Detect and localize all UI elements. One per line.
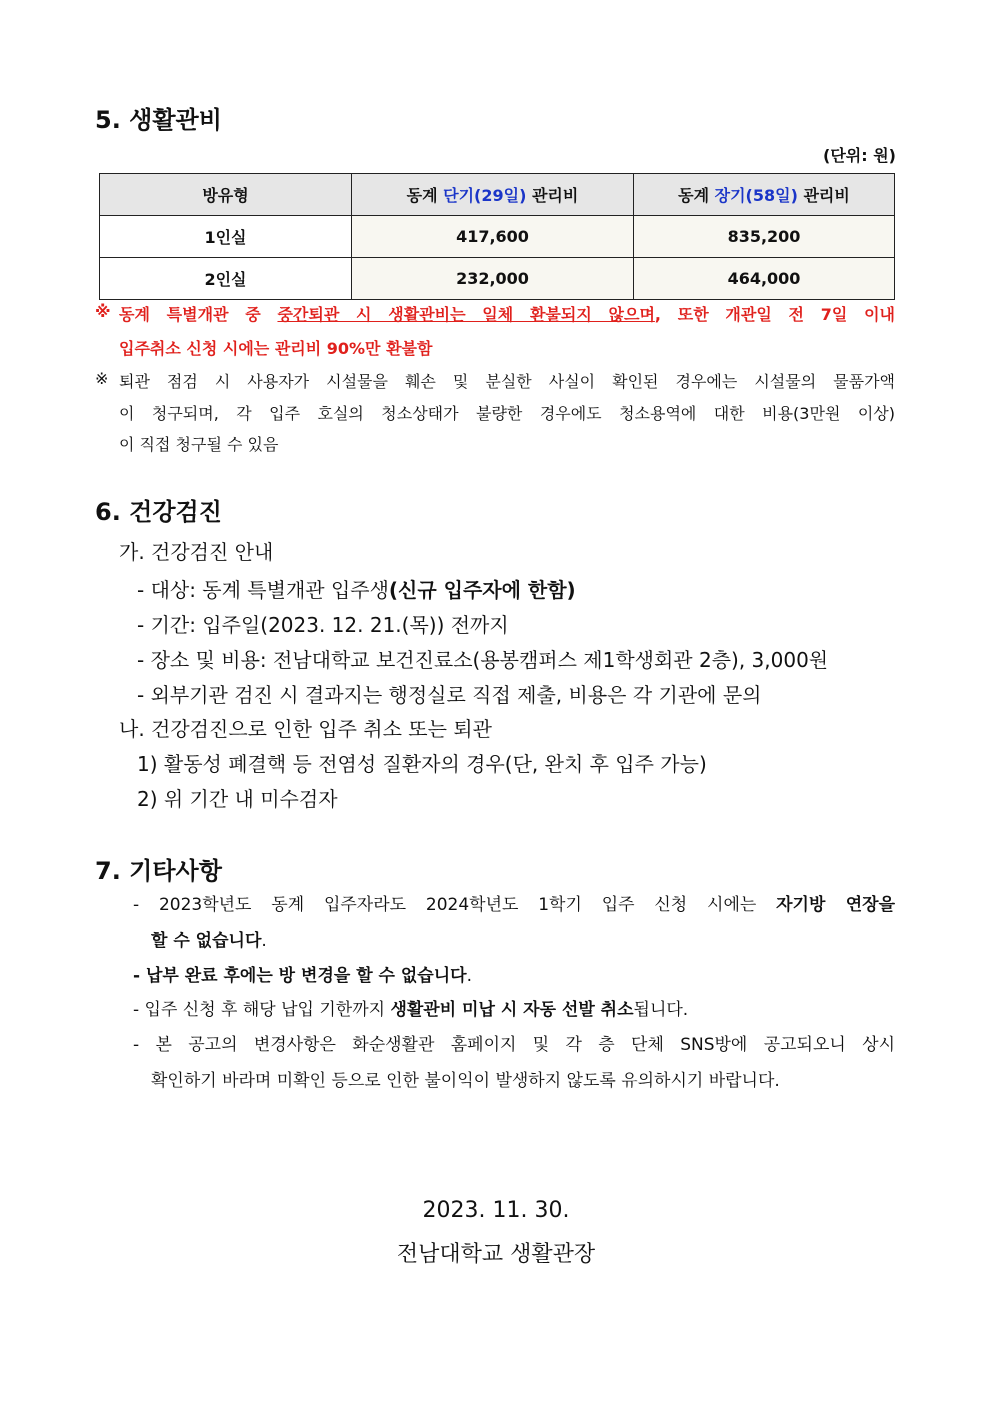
health-check-place: - 장소 및 비용: 전남대학교 보건진료소(용봉캠퍼스 제1학생회관 2층), 3,000원 (137, 648, 829, 672)
note1-line1: 동계 특별개관 중 중간퇴관 시 생활관비는 일체 환불되지 않으며, 또한 개관일 전 7일 이내 (119, 305, 895, 324)
table-row (100, 258, 895, 300)
note2-line2: 이 청구되며, 각 입주 호실의 청소상태가 불량한 경우에도 청소용역에 대한 비용(3만원 이상) (119, 404, 895, 423)
footer-org: 전남대학교 생활관장 (396, 1242, 596, 1267)
note1-mark: ※ (95, 302, 111, 321)
footer-date: 2023. 11. 30. (422, 1198, 570, 1223)
note2-line3: 이 직접 청구될 수 있음 (119, 435, 279, 454)
other-item-4-line1: - 본 공고의 변경사항은 화순생활관 홈페이지 및 각 층 단체 SNS방에 공고되오니 상시 (133, 1035, 895, 1055)
note2-line1: 퇴관 점검 시 사용자가 시설물을 훼손 및 분실한 사실이 확인된 경우에는 시설물의 물품가액 (119, 372, 895, 391)
fee-table-header (100, 174, 895, 216)
note2-mark: ※ (95, 369, 109, 388)
cancel-reason-2: 2) 위 기간 내 미수검자 (137, 787, 338, 811)
long-fee-cell: 464,000 (634, 258, 895, 300)
note1-line2: 입주취소 신청 시에는 관리비 90%만 환불함 (119, 339, 433, 358)
other-item-3: - 입주 신청 후 해당 납입 기한까지 생활관비 미납 시 자동 선발 취소됩니다. (133, 1000, 689, 1020)
section-6-title: 6. 건강검진 (95, 498, 222, 526)
header-long-term: 동계 장기(58일) 관리비 (634, 174, 895, 216)
other-item-2: - 납부 완료 후에는 방 변경을 할 수 없습니다. (133, 966, 472, 986)
section-5-title: 5. 생활관비 (95, 106, 222, 134)
room-type-cell: 2인실 (100, 258, 352, 300)
unit-label: (단위: 원) (823, 146, 896, 165)
health-check-target: - 대상: 동계 특별개관 입주생(신규 입주자에 한함) (137, 578, 576, 602)
table-row (100, 216, 895, 258)
header-room-type: 방유형 (100, 174, 352, 216)
short-fee-cell: 417,600 (352, 216, 634, 258)
health-check-guide: 가. 건강검진 안내 (119, 540, 274, 564)
header-short-term: 동계 단기(29일) 관리비 (352, 174, 634, 216)
room-type-cell: 1인실 (100, 216, 352, 258)
cancel-reason-1: 1) 활동성 폐결핵 등 전염성 질환자의 경우(단, 완치 후 입주 가능) (137, 752, 707, 776)
long-fee-cell: 835,200 (634, 216, 895, 258)
fee-table (99, 173, 895, 300)
health-check-external: - 외부기관 검진 시 결과지는 행정실로 직접 제출, 비용은 각 기관에 문의 (137, 683, 762, 707)
health-check-period: - 기간: 입주일(2023. 12. 21.(목)) 전까지 (137, 613, 509, 637)
section-7-title: 7. 기타사항 (95, 857, 222, 885)
health-check-cancel: 나. 건강검진으로 인한 입주 취소 또는 퇴관 (119, 717, 492, 741)
other-item-4-line2: 확인하기 바라며 미확인 등으로 인한 불이익이 발생하지 않도록 유의하시기 바랍니다. (151, 1071, 780, 1091)
other-item-1-line2: 할 수 없습니다. (151, 931, 267, 951)
other-item-1-line1: - 2023학년도 동계 입주자라도 2024학년도 1학기 입주 신청 시에는 자기방 연장을 (133, 895, 895, 915)
short-fee-cell: 232,000 (352, 258, 634, 300)
